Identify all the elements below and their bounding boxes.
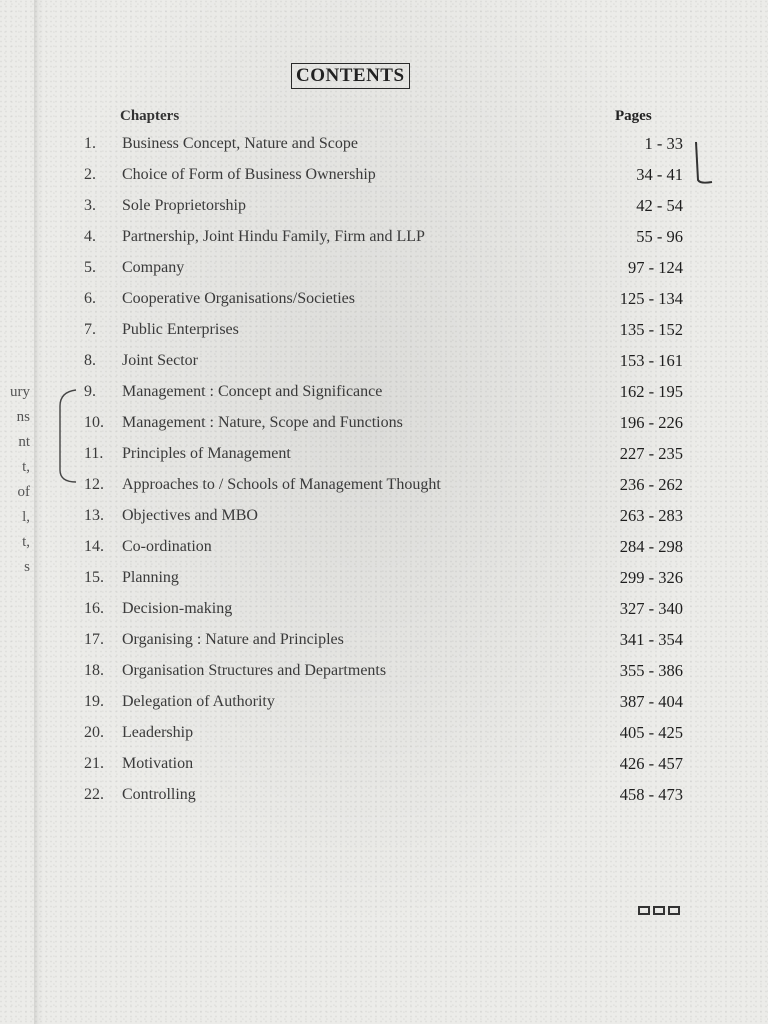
fragment: ns: [16, 409, 30, 425]
chapter-title: Planning: [122, 569, 179, 586]
toc-row: [78, 254, 683, 285]
page-range: 1 - 33: [644, 134, 683, 153]
chapter-title: Delegation of Authority: [122, 693, 275, 710]
fragment: t,: [22, 459, 30, 475]
fragment: s: [24, 559, 30, 575]
chapter-title: Objectives and MBO: [122, 507, 258, 524]
chapter-title: Leadership: [122, 724, 194, 741]
page-range: 327 - 340: [619, 599, 683, 618]
chapter-title: Motivation: [122, 755, 194, 772]
toc-row: [78, 657, 683, 688]
chapter-title: Organisation Structures and Departments: [122, 662, 387, 679]
toc-row: [78, 750, 683, 781]
chapter-title: Partnership, Joint Hindu Family, Firm and LLP: [122, 228, 425, 245]
page-range: 458 - 473: [619, 785, 683, 804]
chapter-title: Cooperative Organisations/Societies: [122, 290, 355, 307]
toc-row: [78, 440, 683, 471]
toc-row: [78, 471, 683, 502]
chapter-title: Organising : Nature and Principles: [122, 631, 344, 648]
chapter-title: Company: [122, 259, 185, 276]
toc-row: [78, 285, 683, 316]
toc-row: [78, 316, 683, 347]
page-range: 162 - 195: [619, 382, 683, 401]
page-range: 263 - 283: [619, 506, 683, 525]
toc-row: [78, 130, 683, 161]
toc-row: [78, 781, 683, 812]
page-range: 135 - 152: [619, 320, 683, 339]
chapter-number: 17.: [84, 631, 104, 648]
toc-row: [78, 533, 683, 564]
chapter-title: Approaches to / Schools of Management Thought: [122, 476, 441, 493]
toc-row: [78, 595, 683, 626]
page-range: 387 - 404: [619, 692, 683, 711]
pen-bracket-mark: [56, 388, 78, 484]
chapter-number: 16.: [84, 600, 104, 617]
pages-column-header: Pages: [615, 108, 652, 124]
toc-row: [78, 564, 683, 595]
fragment: nt: [18, 434, 30, 450]
table-of-contents: [78, 130, 683, 812]
toc-row: [78, 502, 683, 533]
fragment: of: [17, 484, 30, 500]
chapter-number: 9.: [84, 383, 96, 400]
chapters-column-header: Chapters: [120, 108, 180, 124]
chapter-number: 22.: [84, 786, 104, 803]
chapter-title: Business Concept, Nature and Scope: [122, 135, 358, 152]
chapter-number: 3.: [84, 197, 96, 214]
chapter-title: Decision-making: [122, 600, 233, 617]
page-range: 227 - 235: [619, 444, 683, 463]
page-range: 299 - 326: [619, 568, 683, 587]
page-range: 97 - 124: [628, 258, 683, 277]
page-fold-shadow: [34, 0, 44, 1024]
chapter-number: 2.: [84, 166, 96, 183]
chapter-number: 18.: [84, 662, 104, 679]
chapter-number: 1.: [84, 135, 96, 152]
page-range: 284 - 298: [619, 537, 683, 556]
chapter-number: 5.: [84, 259, 96, 276]
adjacent-page-text-fragments: [0, 380, 30, 580]
square-icon: [638, 906, 650, 915]
chapter-number: 21.: [84, 755, 104, 772]
chapter-title: Controlling: [122, 786, 196, 803]
page-range: 341 - 354: [619, 630, 683, 649]
toc-row: [78, 626, 683, 657]
chapter-title: Management : Concept and Significance: [122, 383, 383, 400]
chapter-title: Joint Sector: [122, 352, 198, 369]
fragment: l,: [22, 509, 30, 525]
chapter-title: Management : Nature, Scope and Functions: [122, 414, 403, 431]
toc-row: [78, 161, 683, 192]
square-icon: [668, 906, 680, 915]
toc-row: [78, 688, 683, 719]
toc-row: [78, 378, 683, 409]
chapter-title: Choice of Form of Business Ownership: [122, 166, 376, 183]
toc-row: [78, 409, 683, 440]
chapter-number: 7.: [84, 321, 96, 338]
page-range: 405 - 425: [619, 723, 683, 742]
toc-row: [78, 347, 683, 378]
page-range: 55 - 96: [636, 227, 683, 246]
toc-row: [78, 223, 683, 254]
fragment: ury: [10, 384, 30, 400]
chapter-number: 14.: [84, 538, 104, 555]
fragment: t,: [22, 534, 30, 550]
chapter-number: 12.: [84, 476, 104, 493]
page-range: 426 - 457: [619, 754, 683, 773]
toc-row: [78, 719, 683, 750]
chapter-number: 19.: [84, 693, 104, 710]
page-range: 355 - 386: [619, 661, 683, 680]
chapter-title: Sole Proprietorship: [122, 197, 246, 214]
chapter-number: 8.: [84, 352, 96, 369]
page-title: CONTENTS: [291, 63, 410, 89]
toc-row: [78, 192, 683, 223]
chapter-number: 11.: [84, 445, 104, 462]
chapter-number: 10.: [84, 414, 104, 431]
three-squares-icon: [638, 906, 680, 915]
chapter-number: 4.: [84, 228, 96, 245]
page-range: 153 - 161: [619, 351, 683, 370]
chapter-number: 15.: [84, 569, 104, 586]
chapter-title: Principles of Management: [122, 445, 291, 462]
chapter-number: 13.: [84, 507, 104, 524]
square-icon: [653, 906, 665, 915]
pen-margin-mark: [688, 140, 716, 190]
page-range: 42 - 54: [636, 196, 683, 215]
chapter-number: 6.: [84, 290, 96, 307]
chapter-number: 20.: [84, 724, 104, 741]
page-range: 196 - 226: [619, 413, 683, 432]
chapter-title: Public Enterprises: [122, 321, 239, 338]
chapter-title: Co-ordination: [122, 538, 212, 555]
page-range: 34 - 41: [636, 165, 683, 184]
page-range: 236 - 262: [619, 475, 683, 494]
page-range: 125 - 134: [619, 289, 683, 308]
